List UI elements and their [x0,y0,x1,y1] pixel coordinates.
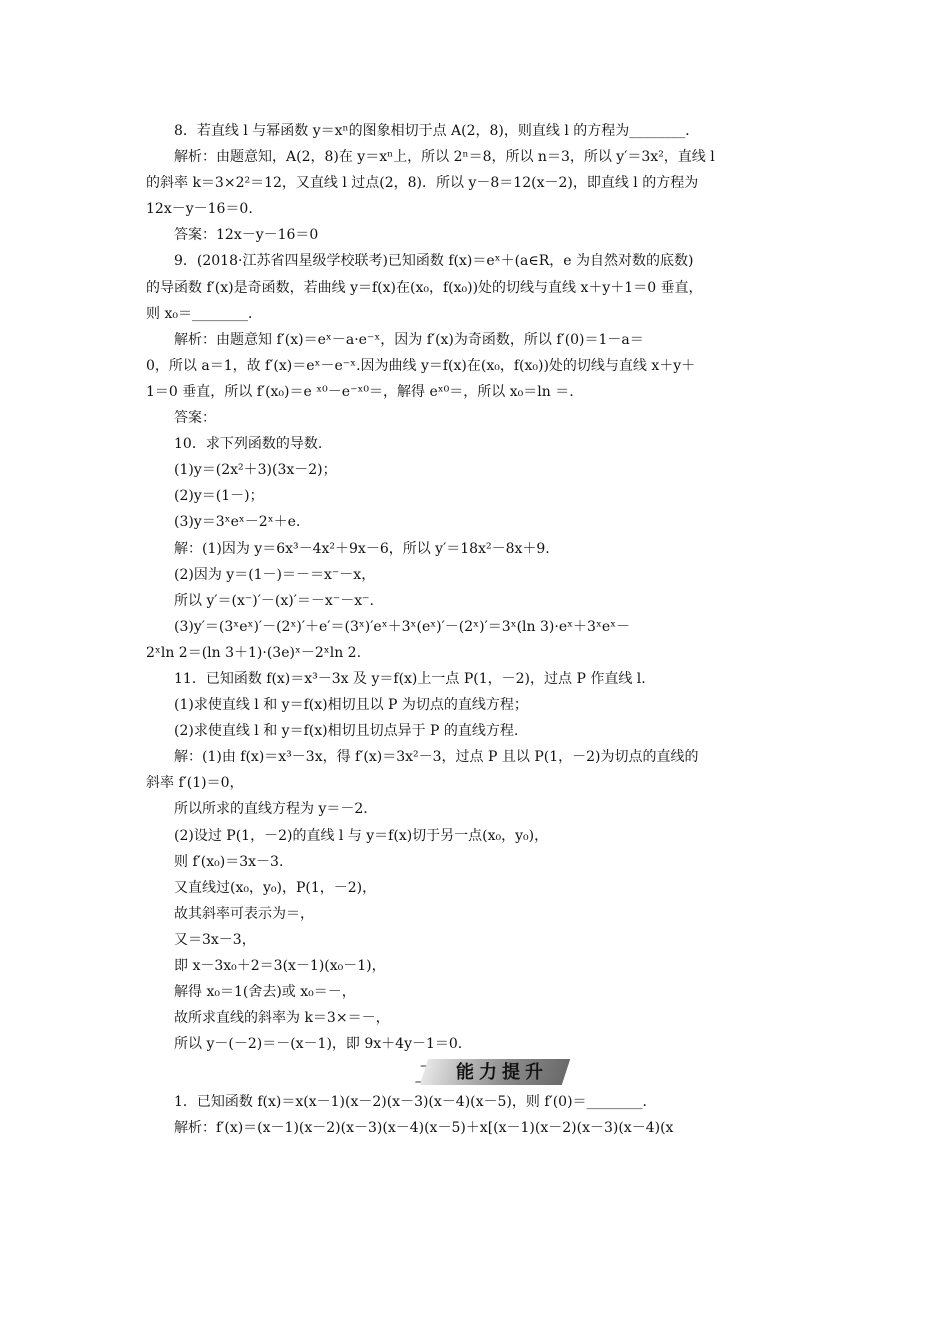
text-line: 解得 x₀＝1(舍去)或 x₀＝－， [174,984,356,1001]
text-line: 又＝3x－3， [174,931,256,948]
text-line: 斜率 f′(1)＝0， [146,775,244,792]
text-line: 1．已知函数 f(x)＝x(x－1)(x－2)(x－3)(x－4)(x－5)，则 f′(0)＝________． [174,1094,657,1111]
text-line: 答案： [174,410,216,427]
content-lines [146,118,816,1057]
section-title: 能力提升 [456,1062,548,1084]
text-line: 又直线过(x₀，y₀)，P(1，－2)， [174,879,377,896]
text-line: (1)求使直线 l 和 y＝f(x)相切且以 P 为切点的直线方程； [174,697,528,714]
text-line: 8．若直线 l 与幂函数 y＝xⁿ的图象相切于点 A(2，8)，则直线 l 的方程为________． [174,123,700,139]
text-line: 所以 y′＝(x⁻)′－(x)′＝－x⁻－x⁻. [174,592,374,609]
text-line: 解析：由题意知 f′(x)＝eˣ－a·e⁻ˣ，因为 f′(x)为奇函数，所以 f′(0)＝1－a＝ [174,331,644,348]
text-line: 1＝0 垂直，所以 f′(x₀)＝e ˣ⁰－e⁻ˣ⁰＝，解得 eˣ⁰＝，所以 x₀＝ln ＝. [146,383,574,400]
text-line: (3)y′＝(3ˣeˣ)′－(2ˣ)′＋e′＝(3ˣ)′eˣ＋3ˣ(eˣ)′－(2ˣ)′＝3ˣ(ln 3)·eˣ＋3ˣeˣ－ [174,618,631,635]
text-line: 的斜率 k＝3×2²＝12，又直线 l 过点(2，8)．所以 y－8＝12(x－2)，即直线 l 的方程为 [146,175,699,192]
text-line: 12x－y－16＝0. [146,201,253,218]
text-line: 故所求直线的斜率为 k＝3×＝－， [174,1010,390,1027]
text-line: 2ˣln 2＝(ln 3＋1)·(3e)ˣ－2ˣln 2. [146,644,362,661]
text-line: 答案：12x－y－16＝0 [174,227,319,244]
text-line: 即 x－3x₀＋2＝3(x－1)(x₀－1)， [174,958,386,974]
text-line: 所以所求的直线方程为 y＝－2. [174,801,368,818]
text-line: 9．(2018·江苏省四星级学校联考)已知函数 f(x)＝eˣ＋(a∈R，e 为自然对数的底数) [174,253,694,270]
text-line: 则 x₀＝________． [146,305,262,322]
text-line: 解析：由题意知，A(2，8)在 y＝xⁿ上，所以 2ⁿ＝8，所以 n＝3，所以 y′＝3x²，直线 l [174,149,715,166]
document-body [146,118,816,1142]
text-line: 0，所以 a＝1，故 f′(x)＝eˣ－e⁻ˣ.因为曲线 y＝f(x)在(x₀，f(x₀))处的切线与直线 x＋y＋ [146,357,696,374]
text-line: 故其斜率可表示为＝， [174,905,314,922]
text-line: 解：(1)由 f(x)＝x³－3x，得 f′(x)＝3x²－3，过点 P 且以 P(1，－2)为切点的直线的 [174,749,699,766]
text-line: (2)因为 y＝(1－)＝－＝x⁻－x， [174,566,376,583]
text-line: (2)求使直线 l 和 y＝f(x)相切且切点异于 P 的直线方程. [174,723,519,740]
section-banner [146,1051,816,1095]
text-line: 所以 y－(－2)＝－(x－1)，即 9x＋4y－1＝0. [174,1036,463,1053]
text-line: 则 f′(x₀)＝3x－3. [174,853,284,870]
content-lines-after [146,1089,816,1141]
text-line: (2)y＝(1－)； [174,488,264,505]
text-line: (3)y＝3ˣeˣ－2ˣ＋e. [174,514,301,531]
text-line: 11．已知函数 f(x)＝x³－3x 及 y＝f(x)上一点 P(1，－2)，过点 P 作直线 l. [174,670,646,687]
text-line: (1)y＝(2x²＋3)(3x－2)； [174,462,337,479]
text-line: 10．求下列函数的导数. [174,436,323,453]
text-line: 解：(1)因为 y＝6x³－4x²＋9x－6，所以 y′＝18x²－8x＋9. [174,540,550,557]
text-line: 的导函数 f′(x)是奇函数，若曲线 y＝f(x)在(x₀，f(x₀))处的切线与直线 x＋y＋1＝0 垂直， [146,279,703,296]
text-line: (2)设过 P(1，－2)的直线 l 与 y＝f(x)切于另一点(x₀，y₀)， [174,827,549,844]
text-line: 解析：f′(x)＝(x－1)(x－2)(x－3)(x－4)(x－5)＋x[(x－1)(x－2)(x－3)(x－4)(x [174,1120,674,1137]
